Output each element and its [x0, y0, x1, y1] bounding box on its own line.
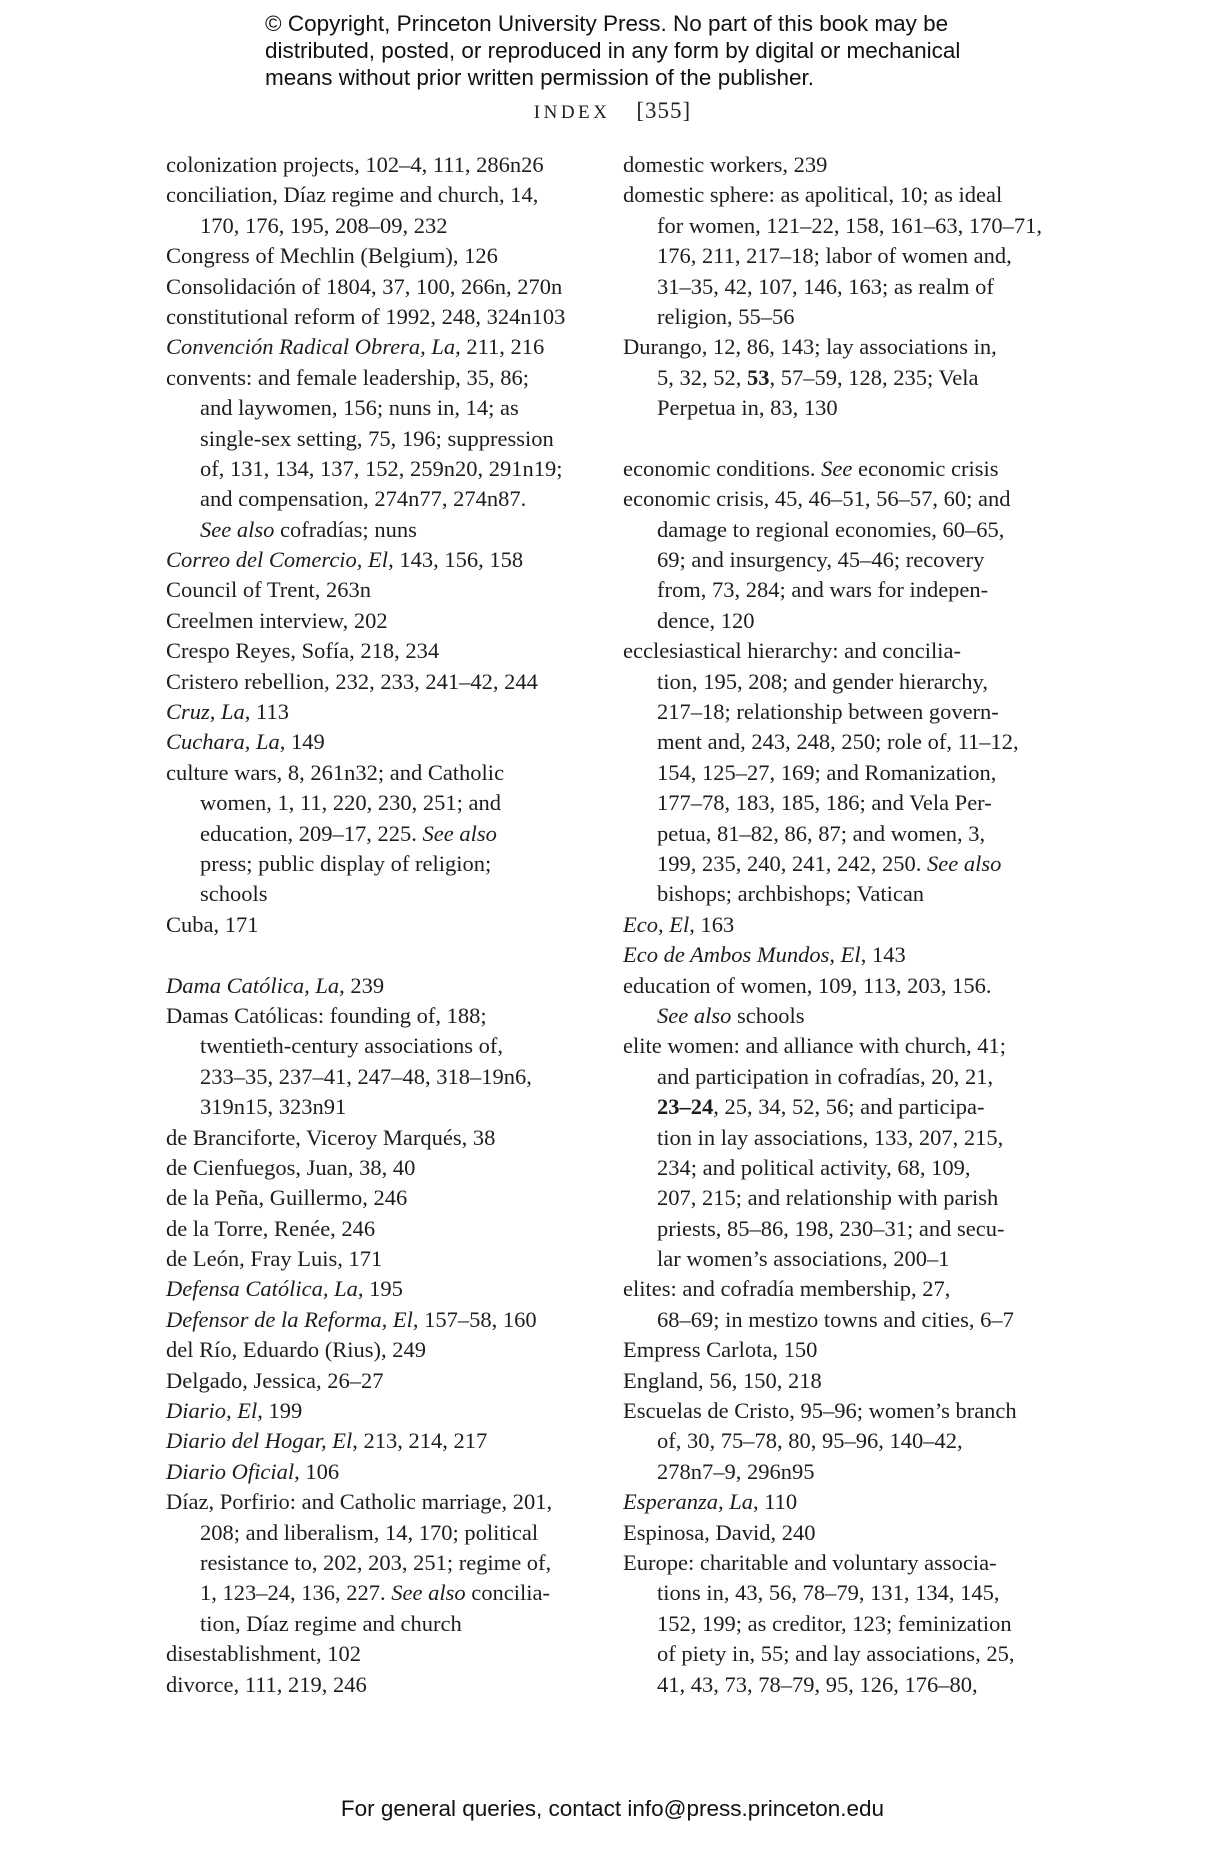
page-number: [355]	[636, 98, 692, 123]
index-entry-continuation: of, 131, 134, 137, 152, 259n20, 291n19;	[200, 455, 563, 481]
index-entry-continuation: women, 1, 11, 220, 230, 251; and	[200, 790, 502, 816]
index-entry: Empress Carlota, 150	[623, 1337, 818, 1363]
index-entry-continuation: religion, 55–56	[657, 303, 795, 329]
index-entry: domestic workers, 239	[623, 152, 828, 177]
index-entry: Defensor de la Reforma, El, 157–58, 160	[166, 1306, 537, 1332]
index-entry: Congress of Mechlin (Belgium), 126	[166, 243, 498, 269]
index-letter-gap	[623, 424, 1053, 454]
index-entry: Cuchara, La, 149	[166, 729, 325, 755]
index-entry-continuation: petua, 81–82, 86, 87; and women, 3,	[657, 820, 986, 846]
index-entry-continuation: 199, 235, 240, 241, 242, 250. See also	[657, 850, 1002, 876]
index-entry-continuation: 152, 199; as creditor, 123; feminization	[657, 1610, 1012, 1636]
index-entry: Defensa Católica, La, 195	[166, 1276, 403, 1302]
index-column-left	[166, 150, 596, 1700]
index-entry: Damas Católicas: founding of, 188;	[166, 1002, 487, 1028]
index-entry-continuation: of, 30, 75–78, 80, 95–96, 140–42,	[657, 1428, 963, 1454]
index-entry-continuation: ment and, 243, 248, 250; role of, 11–12,	[657, 729, 1019, 755]
footer-contact: For general queries, contact info@press.princeton.edu	[340, 1796, 885, 1821]
index-entry: de Cienfuegos, Juan, 38, 40	[166, 1154, 416, 1180]
index-entry-continuation: 319n15, 323n91	[200, 1094, 347, 1120]
index-entry: economic conditions. See economic crisis	[623, 455, 999, 481]
index-entry-continuation: tions in, 43, 56, 78–79, 131, 134, 145,	[657, 1580, 1000, 1606]
index-entry-continuation: 233–35, 237–41, 247–48, 318–19n6,	[200, 1063, 532, 1089]
index-entry: disestablishment, 102	[166, 1641, 361, 1667]
index-entry: colonization projects, 102–4, 111, 286n26	[166, 152, 544, 177]
index-entry: domestic sphere: as apolitical, 10; as ideal	[623, 182, 1003, 208]
index-entry: Crespo Reyes, Sofía, 218, 234	[166, 638, 440, 664]
index-entry: constitutional reform of 1992, 248, 324n103	[166, 303, 566, 329]
index-entry: Escuelas de Cristo, 95–96; women’s branch	[623, 1398, 1017, 1424]
index-entry: conciliation, Díaz regime and church, 14,	[166, 182, 539, 208]
index-entry: Esperanza, La, 110	[623, 1489, 798, 1515]
running-head	[0, 98, 1225, 124]
index-entry: Espinosa, David, 240	[623, 1519, 816, 1545]
index-entry: elites: and cofradía membership, 27,	[623, 1276, 951, 1302]
index-entry-continuation: 208; and liberalism, 14, 170; political	[200, 1519, 539, 1545]
index-entry: Convención Radical Obrera, La, 211, 216	[166, 334, 545, 360]
index-entry: Diario del Hogar, El, 213, 214, 217	[166, 1428, 488, 1454]
index-entry-continuation: Perpetua in, 83, 130	[657, 395, 838, 421]
index-entry: Dama Católica, La, 239	[166, 972, 385, 998]
index-entry: Cruz, La, 113	[166, 699, 289, 725]
index-entry-continuation: single-sex setting, 75, 196; suppression	[200, 425, 554, 451]
index-entry-continuation: 234; and political activity, 68, 109,	[657, 1154, 971, 1180]
copyright-notice	[265, 10, 1025, 91]
index-entry: Correo del Comercio, El, 143, 156, 158	[166, 547, 524, 573]
index-entry: culture wars, 8, 261n32; and Catholic	[166, 759, 505, 785]
index-entry-continuation: 170, 176, 195, 208–09, 232	[200, 212, 448, 238]
index-entry-continuation: 23–24, 25, 34, 52, 56; and participa-	[657, 1094, 985, 1120]
index-entry: de León, Fray Luis, 171	[166, 1246, 383, 1272]
index-entry-continuation: 278n7–9, 296n95	[657, 1458, 815, 1484]
index-entry: de la Peña, Guillermo, 246	[166, 1185, 408, 1211]
index-entry-continuation: resistance to, 202, 203, 251; regime of,	[200, 1549, 552, 1575]
index-entry: Eco, El, 163	[623, 911, 735, 937]
index-entry-continuation: press; public display of religion;	[200, 850, 492, 876]
index-entry: divorce, 111, 219, 246	[166, 1671, 367, 1697]
index-entry: Delgado, Jessica, 26–27	[166, 1367, 384, 1393]
index-entry: education of women, 109, 113, 203, 156.	[623, 972, 992, 998]
index-entry: Díaz, Porfirio: and Catholic marriage, 201,	[166, 1489, 553, 1515]
index-entry-continuation: 176, 211, 217–18; labor of women and,	[657, 243, 1012, 269]
index-entry: ecclesiastical hierarchy: and concilia-	[623, 638, 961, 664]
index-entry: Diario Oficial, 106	[166, 1458, 340, 1484]
index-entry-continuation: 217–18; relationship between govern-	[657, 699, 999, 725]
index-entry: Creelmen interview, 202	[166, 607, 388, 633]
index-entry: Europe: charitable and voluntary associa-	[623, 1549, 997, 1575]
index-entry-continuation: and compensation, 274n77, 274n87.	[200, 486, 527, 512]
index-entry-continuation: bishops; archbishops; Vatican	[657, 881, 925, 907]
index-entry-continuation: and participation in cofradías, 20, 21,	[657, 1063, 994, 1089]
index-entry-continuation: tion in lay associations, 133, 207, 215,	[657, 1124, 1004, 1150]
index-entry-continuation: See also schools	[657, 1002, 805, 1028]
index-entry-continuation: 207, 215; and relationship with parish	[657, 1185, 999, 1211]
copyright-line-3: means without prior written permission of the publisher.	[265, 65, 815, 90]
index-entry-continuation: 68–69; in mestizo towns and cities, 6–7	[657, 1306, 1014, 1332]
index-entry-continuation: education, 209–17, 225. See also	[200, 820, 497, 846]
index-entry: Durango, 12, 86, 143; lay associations in,	[623, 334, 997, 360]
index-entry-continuation: lar women’s associations, 200–1	[657, 1246, 950, 1272]
index-entry-continuation: and laywomen, 156; nuns in, 14; as	[200, 395, 519, 421]
index-entry-continuation: of piety in, 55; and lay associations, 25,	[657, 1641, 1015, 1667]
index-entry: England, 56, 150, 218	[623, 1367, 822, 1393]
index-column-right	[623, 150, 1053, 1700]
running-head-title: INDEX	[533, 102, 611, 123]
index-entry-continuation: from, 73, 284; and wars for indepen-	[657, 577, 989, 603]
index-entry-continuation: 69; and insurgency, 45–46; recovery	[657, 547, 985, 573]
copyright-line-1: © Copyright, Princeton University Press. No part of this book may be	[265, 11, 949, 36]
index-letter-gap	[166, 940, 596, 970]
index-entry-continuation: tion, Díaz regime and church	[200, 1610, 462, 1636]
index-entry-continuation: damage to regional economies, 60–65,	[657, 516, 1005, 542]
index-entry: Diario, El, 199	[166, 1398, 303, 1424]
index-entry: Cuba, 171	[166, 911, 259, 937]
index-entry-continuation: 31–35, 42, 107, 146, 163; as realm of	[657, 273, 994, 299]
index-entry: de la Torre, Renée, 246	[166, 1215, 376, 1241]
index-entry-continuation: 41, 43, 73, 78–79, 95, 126, 176–80,	[657, 1671, 978, 1697]
index-entry-continuation: schools	[200, 881, 268, 907]
index-entry-continuation: See also cofradías; nuns	[200, 516, 417, 542]
index-entry: Cristero rebellion, 232, 233, 241–42, 244	[166, 668, 538, 694]
index-entry-continuation: tion, 195, 208; and gender hierarchy,	[657, 668, 988, 694]
index-entry: del Río, Eduardo (Rius), 249	[166, 1337, 426, 1363]
index-entry-continuation: dence, 120	[657, 607, 755, 633]
index-entry-continuation: 5, 32, 52, 53, 57–59, 128, 235; Vela	[657, 364, 979, 390]
index-entry-continuation: 1, 123–24, 136, 227. See also concilia-	[200, 1580, 550, 1606]
index-entry: economic crisis, 45, 46–51, 56–57, 60; and	[623, 486, 1011, 512]
index-entry: Council of Trent, 263n	[166, 577, 372, 603]
index-entry-continuation: 154, 125–27, 169; and Romanization,	[657, 759, 997, 785]
index-entry-continuation: twentieth-century associations of,	[200, 1033, 504, 1059]
index-entry: convents: and female leadership, 35, 86;	[166, 364, 530, 390]
index-entry: elite women: and alliance with church, 41;	[623, 1033, 1006, 1059]
copyright-line-2: distributed, posted, or reproduced in any form by digital or mechanical	[265, 38, 961, 63]
index-entry: Consolidación of 1804, 37, 100, 266n, 270n	[166, 273, 563, 299]
index-entry: Eco de Ambos Mundos, El, 143	[623, 942, 906, 968]
index-entry-continuation: 177–78, 183, 185, 186; and Vela Per-	[657, 790, 992, 816]
index-entry-continuation: for women, 121–22, 158, 161–63, 170–71,	[657, 212, 1042, 238]
index-entry-continuation: priests, 85–86, 198, 230–31; and secu-	[657, 1215, 1005, 1241]
index-entry: de Branciforte, Viceroy Marqués, 38	[166, 1124, 496, 1150]
